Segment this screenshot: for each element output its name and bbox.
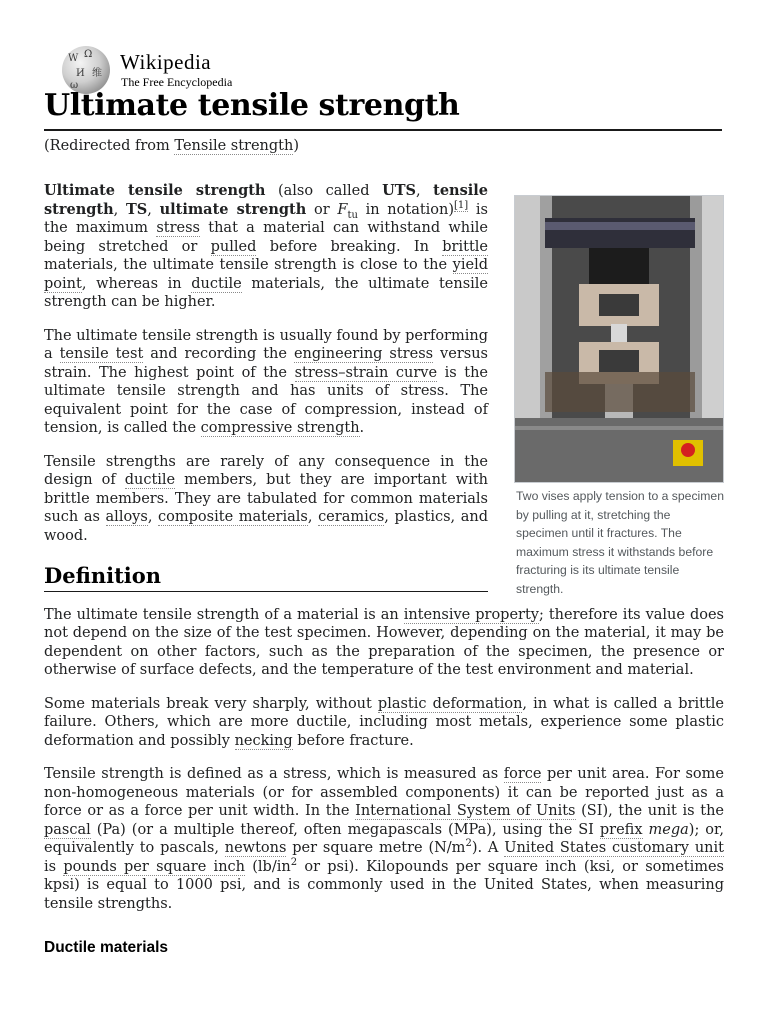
- link-ceramics[interactable]: ceramics: [318, 509, 385, 525]
- text: , plastics, and wood.: [44, 509, 489, 544]
- globe-glyph: W: [68, 53, 79, 64]
- superscript: 2: [465, 838, 472, 850]
- link-yield-point[interactable]: yield point: [44, 257, 488, 292]
- text: The ultimate tensile strength of a material is an: [44, 606, 404, 623]
- term-bold: UTS: [382, 182, 416, 199]
- text: before fracture.: [292, 732, 414, 749]
- reference-link[interactable]: [1]: [454, 199, 469, 211]
- text: ,: [113, 201, 126, 218]
- notation-symbol: F: [337, 201, 348, 218]
- text: or: [306, 201, 338, 218]
- text: ,: [147, 201, 160, 218]
- text: materials, the ultimate tensile strength can be higher.: [44, 275, 488, 310]
- text-italic: mega: [648, 821, 689, 838]
- text: is the ultimate tensile strength and has units of stress. The equivalent point for the case of compression, instead of tension, is called the: [44, 364, 488, 436]
- link-engineering-stress[interactable]: engineering stress: [293, 346, 434, 362]
- text: members, but they are important with brittle members. They are tabulated for common materials such as: [44, 472, 488, 525]
- definition-paragraph-3: [44, 765, 724, 913]
- text: Tensile strengths are rarely of any consequence in the design of: [44, 453, 488, 488]
- link-pascal[interactable]: pascal: [44, 821, 91, 838]
- globe-glyph: И: [76, 68, 85, 79]
- term-bold: tensile strength: [44, 182, 488, 218]
- link-compressive-strength[interactable]: compressive strength: [200, 420, 360, 436]
- text: , whereas in: [81, 275, 192, 292]
- text: versus strain. The highest point of the: [44, 346, 488, 381]
- text: and recording the: [143, 346, 294, 362]
- link-plastic-deformation[interactable]: plastic deformation: [377, 695, 523, 712]
- link-newtons[interactable]: newtons: [224, 840, 287, 856]
- link-stress[interactable]: stress: [156, 220, 200, 236]
- article-body: [44, 182, 724, 958]
- text: materials, the ultimate tensile strength is close to the: [44, 257, 453, 273]
- term-bold: ultimate strength: [159, 200, 307, 218]
- text: (also called: [265, 183, 383, 199]
- redirect-note: [44, 136, 299, 156]
- text: The ultimate tensile strength is usually found by performing a: [44, 327, 488, 362]
- wikipedia-tagline: The Free Encyclopedia: [121, 75, 233, 89]
- link-intensive-property[interactable]: intensive property: [403, 606, 539, 623]
- text: , in what is called a brittle failure. Others, which are more ductile, including most metals, experience some plastic deformation and possibly: [44, 695, 725, 749]
- text: .: [359, 420, 365, 436]
- globe-glyph: ω: [70, 80, 79, 91]
- text: Some materials break very sharply, without: [44, 695, 378, 712]
- intro-paragraph-2: [44, 327, 488, 438]
- link-alloys[interactable]: alloys: [105, 509, 148, 525]
- text: ,: [415, 183, 434, 199]
- globe-glyph: Ω: [84, 49, 93, 60]
- redirect-source-link[interactable]: Tensile strength: [174, 138, 294, 154]
- definition-paragraph-1: [44, 606, 724, 680]
- text: is the maximum: [44, 201, 488, 236]
- intro-paragraph-3: [44, 453, 488, 546]
- text: or psi). Kilopounds per square inch (ksi, or sometimes kpsi) is equal to 1000 psi, and is commonly used in the United States, when measuring tensile strengths.: [44, 858, 724, 912]
- link-stress-strain-curve[interactable]: stress–strain curve: [294, 364, 438, 381]
- text: is: [44, 858, 64, 875]
- text: per square metre (N/m: [286, 840, 466, 856]
- link-si-prefix[interactable]: prefix: [599, 821, 643, 838]
- text: (Pa) (or a multiple thereof, often megapascals (MPa), using the SI: [90, 821, 600, 838]
- intro-paragraph-1: [44, 182, 488, 312]
- section-heading-definition: Definition: [44, 567, 488, 592]
- link-pulled[interactable]: pulled: [210, 238, 257, 255]
- text: per unit area. For some non-homogeneous materials (or for assembled components) it can be reported just as a force or as a force per unit width. In the: [44, 766, 724, 819]
- text: before breaking. In: [256, 238, 443, 255]
- subsection-heading-ductile-materials: Ductile materials: [44, 939, 169, 956]
- thumbnail-figure: [514, 195, 724, 599]
- text: in notation): [357, 201, 455, 218]
- text: ,: [307, 509, 319, 525]
- superscript: 2: [290, 856, 298, 868]
- text: (lb/in: [245, 858, 291, 875]
- definition-paragraph-2: [44, 695, 724, 751]
- redirect-suffix: ): [293, 138, 300, 154]
- text: ); or, equivalently to pascals,: [44, 821, 724, 856]
- text: (SI), the unit is the: [575, 803, 724, 819]
- notation-subscript: tu: [347, 209, 358, 221]
- link-pounds-per-square-inch[interactable]: pounds per square inch: [63, 858, 245, 875]
- text: ,: [147, 509, 159, 525]
- link-us-customary-unit[interactable]: United States customary unit: [504, 840, 724, 856]
- link-si-units[interactable]: International System of Units: [355, 803, 576, 819]
- text: that a material can withstand while being stretched or: [44, 220, 488, 255]
- page-title: Ultimate tensile strength: [44, 88, 722, 131]
- globe-glyph: 维: [92, 68, 102, 79]
- link-force[interactable]: force: [503, 766, 542, 782]
- text: ; therefore its value does not depend on the size of the test specimen. However, depending on the material, it may be dependent on other factors, such as the preparation of the specimen, the presence or otherwise of surface defects, and the temperature of the test environment and material.: [44, 606, 724, 678]
- term-bold: TS: [125, 200, 148, 218]
- tensile-testing-machine-image[interactable]: [514, 195, 724, 483]
- link-ductile[interactable]: ductile: [124, 472, 176, 488]
- testing-machine-illustration: [515, 196, 723, 482]
- text: ). A: [471, 840, 505, 856]
- term-bold: Ultimate tensile strength: [44, 182, 266, 199]
- link-tensile-test[interactable]: tensile test: [59, 346, 144, 362]
- redirect-prefix: (Redirected from: [44, 138, 175, 154]
- link-composite-materials[interactable]: composite materials: [158, 509, 308, 525]
- figure-caption: Two vises apply tension to a specimen by pulling at it, stretching the specimen until it fractures. The maximum stress it withstands before fracturing is its ultimate tensile strength.: [516, 489, 724, 596]
- wikipedia-globe-logo[interactable]: [62, 46, 110, 94]
- link-ductile[interactable]: ductile: [191, 275, 242, 292]
- text: Tensile strength is defined as a stress, which is measured as: [44, 766, 504, 782]
- link-brittle[interactable]: brittle: [442, 238, 488, 255]
- link-necking[interactable]: necking: [234, 732, 293, 749]
- wikipedia-wordmark[interactable]: Wikipedia: [120, 50, 212, 74]
